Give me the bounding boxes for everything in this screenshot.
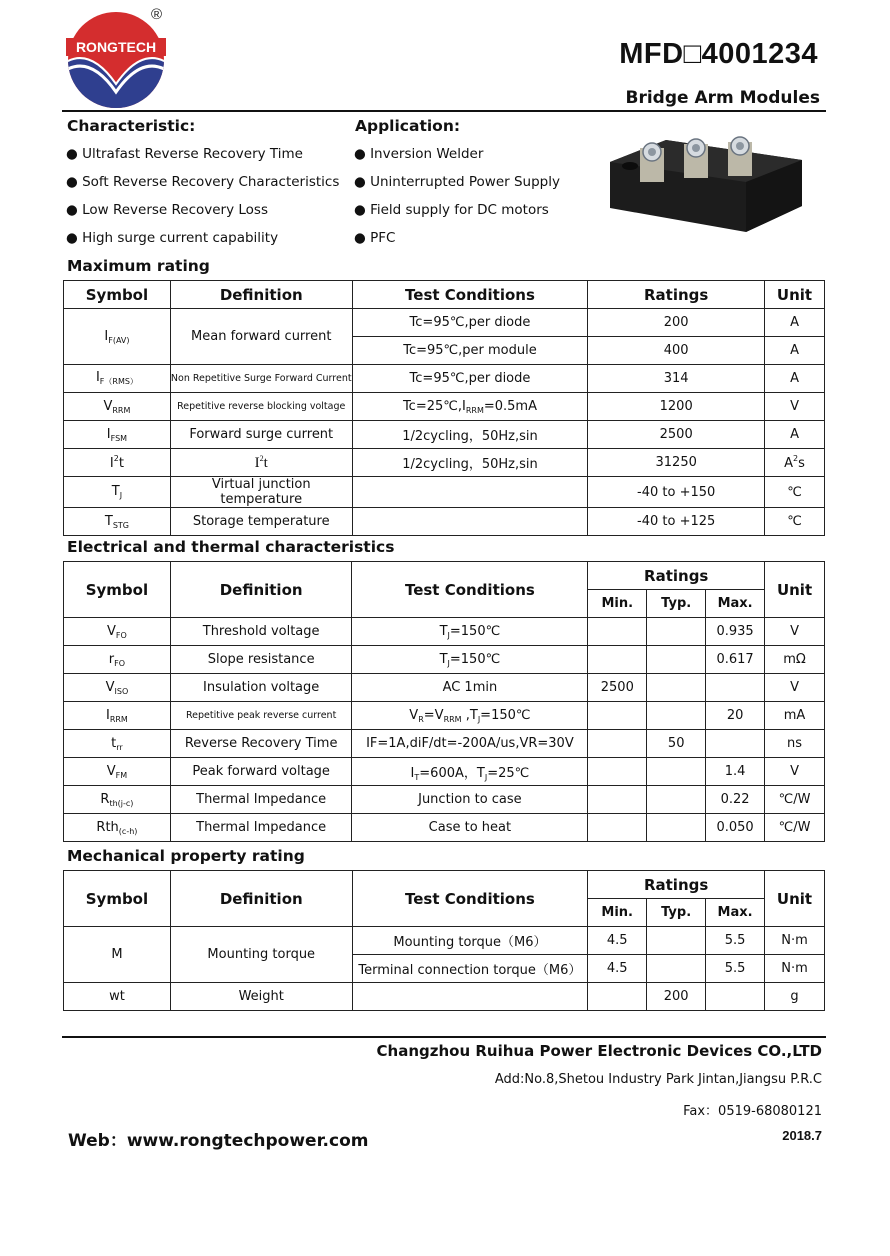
condition-cell: $Tc=25℃,I_{RRM}=0.5mA$: [352, 393, 588, 421]
max-cell: 0.617: [706, 646, 765, 674]
definition-cell: Peak forward voltage: [170, 758, 352, 786]
max-cell: 20: [706, 702, 765, 730]
condition-cell: [352, 983, 588, 1011]
rating-cell: 314: [588, 365, 765, 393]
condition-cell: Terminal connection torque（M6）: [352, 955, 588, 983]
electrical-table: [63, 561, 825, 842]
rating-cell: 31250: [588, 449, 765, 477]
company-website: Web：www.rongtechpower.com: [68, 1131, 369, 1151]
symbol-cell: $I_{RRM}$: [64, 702, 171, 730]
header-symbol: Symbol: [64, 281, 171, 309]
definition-cell: Mean forward current: [170, 309, 352, 365]
header-ratings: Ratings: [588, 281, 765, 309]
symbol-cell: wt: [64, 983, 171, 1011]
header-min: Min.: [588, 899, 647, 927]
min-cell: [588, 983, 647, 1011]
header-definition: Definition: [170, 562, 352, 618]
symbol-cell: $I^2t$: [64, 449, 171, 477]
condition-cell: Tc=95℃,per module: [352, 337, 588, 365]
header-unit: Unit: [765, 281, 825, 309]
definition-cell: Forward surge current: [170, 421, 352, 449]
typ-cell: [647, 955, 706, 983]
max-cell: [706, 674, 765, 702]
definition-cell: Mounting torque: [170, 927, 352, 983]
table-header-row: [64, 281, 825, 309]
definition-cell: Slope resistance: [170, 646, 352, 674]
unit-cell: ℃/W: [765, 786, 825, 814]
max-cell: 0.050: [706, 814, 765, 842]
rating-cell: 400: [588, 337, 765, 365]
unit-cell: N·m: [765, 927, 825, 955]
typ-cell: [647, 786, 706, 814]
symbol-cell: $V_{RRM}$: [64, 393, 171, 421]
rating-cell: 200: [588, 309, 765, 337]
product-subtitle: Bridge Arm Modules: [625, 88, 820, 108]
min-cell: [588, 786, 647, 814]
table-header-row: [64, 871, 825, 899]
unit-cell: ℃: [765, 477, 825, 508]
unit-cell: A: [765, 337, 825, 365]
condition-cell: 1/2cycling，50Hz,sin: [352, 421, 588, 449]
max-cell: 0.22: [706, 786, 765, 814]
model-number: MFD□4001234: [619, 38, 818, 70]
typ-cell: 200: [647, 983, 706, 1011]
mechanical-table: [63, 870, 825, 1011]
registered-mark: ®: [151, 6, 163, 23]
unit-cell: g: [765, 983, 825, 1011]
header-max: Max.: [706, 899, 765, 927]
rating-cell: 1200: [588, 393, 765, 421]
unit-cell: mΩ: [765, 646, 825, 674]
typ-cell: [647, 927, 706, 955]
condition-cell: Case to heat: [352, 814, 588, 842]
footer-divider: [62, 1036, 826, 1038]
rongtech-logo: [66, 10, 166, 110]
symbol-cell: $I_{F(RMS)}$: [64, 365, 171, 393]
condition-cell: $T_J=150℃$: [352, 646, 588, 674]
min-cell: [588, 702, 647, 730]
table-row: [64, 309, 825, 337]
application-title: Application:: [355, 117, 461, 135]
unit-cell: ns: [765, 730, 825, 758]
max-cell: 5.5: [706, 927, 765, 955]
definition-cell: Thermal Impedance: [170, 786, 352, 814]
header-divider: [62, 110, 826, 112]
rating-cell: -40 to +125: [588, 508, 765, 536]
application-item: ● Inversion Welder: [354, 146, 484, 162]
unit-cell: V: [765, 758, 825, 786]
symbol-cell: $I_{FSM}$: [64, 421, 171, 449]
symbol-cell: $t_{rr}$: [64, 730, 171, 758]
header-typ: Typ.: [647, 899, 706, 927]
definition-cell: Repetitive reverse blocking voltage: [170, 393, 352, 421]
definition-cell: Virtual junction temperature: [170, 477, 352, 508]
condition-cell: $T_J=150℃$: [352, 618, 588, 646]
unit-cell: mA: [765, 702, 825, 730]
svg-text:RONGTECH: RONGTECH: [75, 39, 157, 55]
max-cell: [706, 983, 765, 1011]
header-symbol: Symbol: [64, 562, 171, 618]
definition-cell: $I^2t$: [170, 449, 352, 477]
typ-cell: [647, 674, 706, 702]
unit-cell: V: [765, 393, 825, 421]
definition-cell: Repetitive peak reverse current: [170, 702, 352, 730]
characteristic-item: ● Low Reverse Recovery Loss: [66, 202, 268, 218]
symbol-cell: $V_{ISO}$: [64, 674, 171, 702]
document-date: 2018.7: [782, 1128, 822, 1143]
header-ratings: Ratings: [588, 871, 765, 899]
condition-cell: Junction to case: [352, 786, 588, 814]
table-row: [64, 786, 825, 814]
application-item: ● Field supply for DC motors: [354, 202, 549, 218]
header-unit: Unit: [765, 871, 825, 927]
min-cell: [588, 618, 647, 646]
min-cell: 4.5: [588, 927, 647, 955]
header-max: Max.: [706, 590, 765, 618]
table-row: [64, 449, 825, 477]
unit-cell: A: [765, 365, 825, 393]
symbol-cell: $V_{FO}$: [64, 618, 171, 646]
condition-cell: Tc=95℃,per diode: [352, 309, 588, 337]
table-row: [64, 421, 825, 449]
maximum-rating-table: [63, 280, 825, 536]
min-cell: [588, 730, 647, 758]
definition-cell: Threshold voltage: [170, 618, 352, 646]
definition-cell: Insulation voltage: [170, 674, 352, 702]
header-test-conditions: Test Conditions: [352, 281, 588, 309]
min-cell: [588, 758, 647, 786]
header-min: Min.: [588, 590, 647, 618]
symbol-cell: $T_{STG}$: [64, 508, 171, 536]
condition-cell: [352, 508, 588, 536]
symbol-cell: $V_{FM}$: [64, 758, 171, 786]
typ-cell: 50: [647, 730, 706, 758]
table-row: [64, 983, 825, 1011]
table-header-row: [64, 562, 825, 590]
symbol-cell: M: [64, 927, 171, 983]
definition-cell: Non Repetitive Surge Forward Current: [170, 365, 352, 393]
symbol-cell: $R_{th(j-c)}$: [64, 786, 171, 814]
company-address: Add:No.8,Shetou Industry Park Jintan,Jiangsu P.R.C: [494, 1072, 822, 1087]
header-test-conditions: Test Conditions: [352, 871, 588, 927]
symbol-cell: $T_J$: [64, 477, 171, 508]
characteristic-item: ● Ultrafast Reverse Recovery Time: [66, 146, 303, 162]
unit-cell: N·m: [765, 955, 825, 983]
unit-cell: ℃/W: [765, 814, 825, 842]
header-typ: Typ.: [647, 590, 706, 618]
unit-cell: A: [765, 421, 825, 449]
table-row: [64, 365, 825, 393]
definition-cell: Reverse Recovery Time: [170, 730, 352, 758]
min-cell: [588, 814, 647, 842]
mechanical-title: Mechanical property rating: [67, 847, 305, 865]
unit-cell: ℃: [765, 508, 825, 536]
table-row: [64, 758, 825, 786]
definition-cell: Weight: [170, 983, 352, 1011]
condition-cell: IF=1A,diF/dt=-200A/us,VR=30V: [352, 730, 588, 758]
unit-cell: $A^2s$: [765, 449, 825, 477]
definition-cell: Storage temperature: [170, 508, 352, 536]
company-name: Changzhou Ruihua Power Electronic Devices CO.,LTD: [376, 1042, 822, 1060]
max-cell: [706, 730, 765, 758]
application-item: ● Uninterrupted Power Supply: [354, 174, 560, 190]
unit-cell: V: [765, 674, 825, 702]
table-row: [64, 674, 825, 702]
header-definition: Definition: [170, 281, 352, 309]
condition-cell: Tc=95℃,per diode: [352, 365, 588, 393]
definition-cell: Thermal Impedance: [170, 814, 352, 842]
min-cell: [588, 646, 647, 674]
application-item: ● PFC: [354, 230, 396, 246]
unit-cell: A: [765, 309, 825, 337]
table-row: [64, 927, 825, 955]
table-row: [64, 730, 825, 758]
symbol-cell: Rth$_{(c-h)}$: [64, 814, 171, 842]
condition-cell: Mounting torque（M6）: [352, 927, 588, 955]
typ-cell: [647, 702, 706, 730]
max-cell: 1.4: [706, 758, 765, 786]
max-cell: 5.5: [706, 955, 765, 983]
table-row: [64, 477, 825, 508]
header-symbol: Symbol: [64, 871, 171, 927]
min-cell: 4.5: [588, 955, 647, 983]
symbol-cell: $r_{FO}$: [64, 646, 171, 674]
header-definition: Definition: [170, 871, 352, 927]
max-cell: 0.935: [706, 618, 765, 646]
typ-cell: [647, 646, 706, 674]
condition-cell: AC 1min: [352, 674, 588, 702]
condition-cell: $I_T=600A$，$T_J=25℃$: [352, 758, 588, 786]
header-ratings: Ratings: [588, 562, 765, 590]
header-test-conditions: Test Conditions: [352, 562, 588, 618]
header-unit: Unit: [765, 562, 825, 618]
electrical-title: Electrical and thermal characteristics: [67, 538, 395, 556]
maximum-rating-title: Maximum rating: [67, 257, 210, 275]
characteristic-title: Characteristic:: [67, 117, 196, 135]
min-cell: 2500: [588, 674, 647, 702]
characteristic-item: ● Soft Reverse Recovery Characteristics: [66, 174, 340, 190]
table-row: [64, 393, 825, 421]
table-row: [64, 814, 825, 842]
symbol-cell: $I_{F(AV)}$: [64, 309, 171, 365]
rating-cell: -40 to +150: [588, 477, 765, 508]
company-fax: Fax：0519-68080121: [683, 1104, 822, 1119]
typ-cell: [647, 618, 706, 646]
unit-cell: V: [765, 618, 825, 646]
table-row: [64, 618, 825, 646]
typ-cell: [647, 758, 706, 786]
rating-cell: 2500: [588, 421, 765, 449]
module-product-image: [606, 132, 806, 236]
condition-cell: [352, 477, 588, 508]
condition-cell: $V_R=V_{RRM}$ $,T_J=150℃$: [352, 702, 588, 730]
table-row: [64, 702, 825, 730]
condition-cell: 1/2cycling，50Hz,sin: [352, 449, 588, 477]
characteristic-item: ● High surge current capability: [66, 230, 279, 246]
table-row: [64, 508, 825, 536]
typ-cell: [647, 814, 706, 842]
table-row: [64, 646, 825, 674]
